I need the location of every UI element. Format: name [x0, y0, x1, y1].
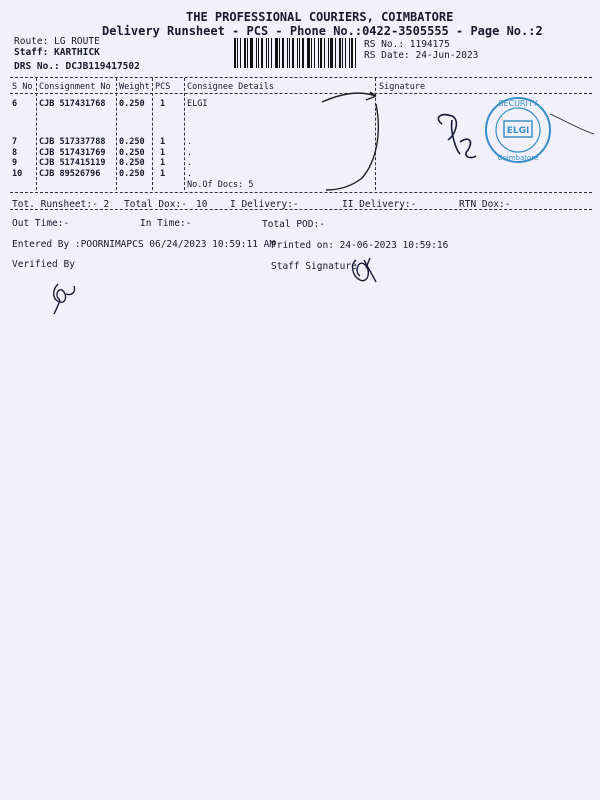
totals-rule	[10, 209, 592, 210]
barcode-bar	[266, 38, 267, 68]
company-title: THE PROFESSIONAL COURIERS, COIMBATORE	[186, 10, 454, 24]
barcode-bar	[237, 38, 238, 68]
barcode	[234, 38, 360, 68]
barcode-bar	[339, 38, 341, 68]
table-row-weight: 0.250	[119, 99, 145, 109]
table-row-sno: 6	[12, 99, 18, 109]
verifier-signature-scribble	[44, 280, 84, 316]
table-top-rule	[10, 77, 592, 78]
barcode-bar	[314, 38, 315, 68]
rtn-dox: RTN Dox:-	[459, 199, 511, 210]
table-row-consignee: .	[187, 169, 193, 179]
entered-by: Entered By :POORNIMAPCS 06/24/2023 10:59:11 AM	[12, 239, 276, 250]
in-time: In Time:-	[140, 218, 192, 229]
barcode-bar	[355, 38, 356, 68]
barcode-bar	[349, 38, 350, 68]
company-seal-stamp	[478, 94, 598, 174]
out-time: Out Time:-	[12, 218, 70, 229]
table-row-sno: 9	[12, 158, 18, 168]
table-row-consignee: ELGI	[187, 99, 208, 109]
staff-label: Staff: KARTHICK	[14, 47, 100, 58]
col-divider	[36, 78, 37, 190]
barcode-bar	[330, 38, 333, 68]
barcode-bar	[250, 38, 253, 68]
barcode-bar	[335, 38, 336, 68]
table-row-sno: 8	[12, 148, 18, 158]
table-row-weight: 0.250	[119, 148, 145, 158]
barcode-bar	[234, 38, 236, 68]
table-row-pcs: 1	[160, 148, 166, 158]
route-label: Route: LG ROUTE	[14, 36, 100, 47]
verified-by-label: Verified By	[12, 259, 75, 270]
no-of-docs: No.Of Docs: 5	[187, 180, 254, 190]
table-row-pcs: 1	[160, 169, 166, 179]
col-divider	[152, 78, 153, 190]
staff-signature-scribble	[346, 254, 382, 286]
printed-on: Printed on: 24-06-2023 10:59:16	[271, 240, 449, 251]
barcode-bar	[271, 38, 272, 68]
barcode-bar	[311, 38, 312, 68]
drs-number: DRS No.: DCJB119417502	[14, 61, 140, 72]
barcode-bar	[324, 38, 325, 68]
stamp-bottom-text: Coimbatore	[497, 154, 539, 162]
barcode-bar	[307, 38, 310, 68]
col-divider	[184, 78, 185, 190]
barcode-bar	[258, 38, 259, 68]
table-row-consignment: CJB 517337788	[39, 137, 106, 147]
barcode-bar	[328, 38, 329, 68]
table-row-weight: 0.250	[119, 137, 145, 147]
barcode-bar	[244, 38, 246, 68]
barcode-bar	[292, 38, 294, 68]
header-weight: Weight	[119, 82, 150, 92]
barcode-bar	[297, 38, 298, 68]
table-row-sno: 7	[12, 137, 18, 147]
stamp-middle-text: ELGI	[506, 126, 530, 136]
barcode-bar	[351, 38, 353, 68]
barcode-bar	[275, 38, 278, 68]
barcode-bar	[299, 38, 300, 68]
tot-runsheet: Tot. Runsheet:- 2	[12, 199, 110, 210]
table-row-pcs: 1	[160, 99, 166, 109]
table-row-consignee: .	[187, 148, 193, 158]
table-row-consignment: CJB 517431769	[39, 148, 106, 158]
table-row-pcs: 1	[160, 137, 166, 147]
table-row-consignee: .	[187, 137, 193, 147]
barcode-bar	[261, 38, 263, 68]
header-sno: S No	[12, 82, 33, 92]
i-delivery: I Delivery:-	[230, 199, 299, 210]
barcode-bar	[342, 38, 343, 68]
table-row-sno: 10	[12, 169, 23, 179]
table-row-consignment: CJB 517415119	[39, 158, 106, 168]
barcode-bar	[282, 38, 284, 68]
header-consignment: Consignment No	[39, 82, 111, 92]
rs-number: RS No.: 1194175	[364, 39, 450, 50]
barcode-bar	[279, 38, 280, 68]
total-pod: Total POD:-	[262, 219, 325, 230]
barcode-bar	[247, 38, 248, 68]
barcode-bar	[287, 38, 288, 68]
table-row-pcs: 1	[160, 158, 166, 168]
barcode-bar	[268, 38, 269, 68]
barcode-bar	[289, 38, 290, 68]
ii-delivery: II Delivery:-	[342, 199, 417, 210]
table-row-consignment: CJB 89526796	[39, 169, 101, 179]
header-pcs: PCS	[155, 82, 171, 92]
barcode-bar	[256, 38, 257, 68]
staff-signature-label: Staff Signature	[271, 261, 357, 272]
table-row-weight: 0.250	[119, 158, 145, 168]
table-row-consignment: CJB 517431768	[39, 99, 106, 109]
table-row-weight: 0.250	[119, 169, 145, 179]
runsheet-subtitle: Delivery Runsheet - PCS - Phone No.:0422-3505555 - Page No.:2	[102, 24, 543, 38]
total-dox-value: 10	[196, 199, 208, 210]
barcode-bar	[240, 38, 241, 68]
barcode-bar	[302, 38, 304, 68]
header-consignee: Consignee Details	[187, 82, 274, 92]
barcode-bar	[320, 38, 322, 68]
barcode-bar	[345, 38, 346, 68]
table-row-consignee: .	[187, 158, 193, 168]
total-dox-label: Total Dox:-	[124, 199, 187, 210]
header-signature: Signature	[379, 82, 426, 92]
rs-date: RS Date: 24-Jun-2023	[364, 50, 479, 61]
col-divider	[116, 78, 117, 190]
barcode-bar	[318, 38, 319, 68]
stamp-top-text: SECURITY	[498, 99, 538, 108]
